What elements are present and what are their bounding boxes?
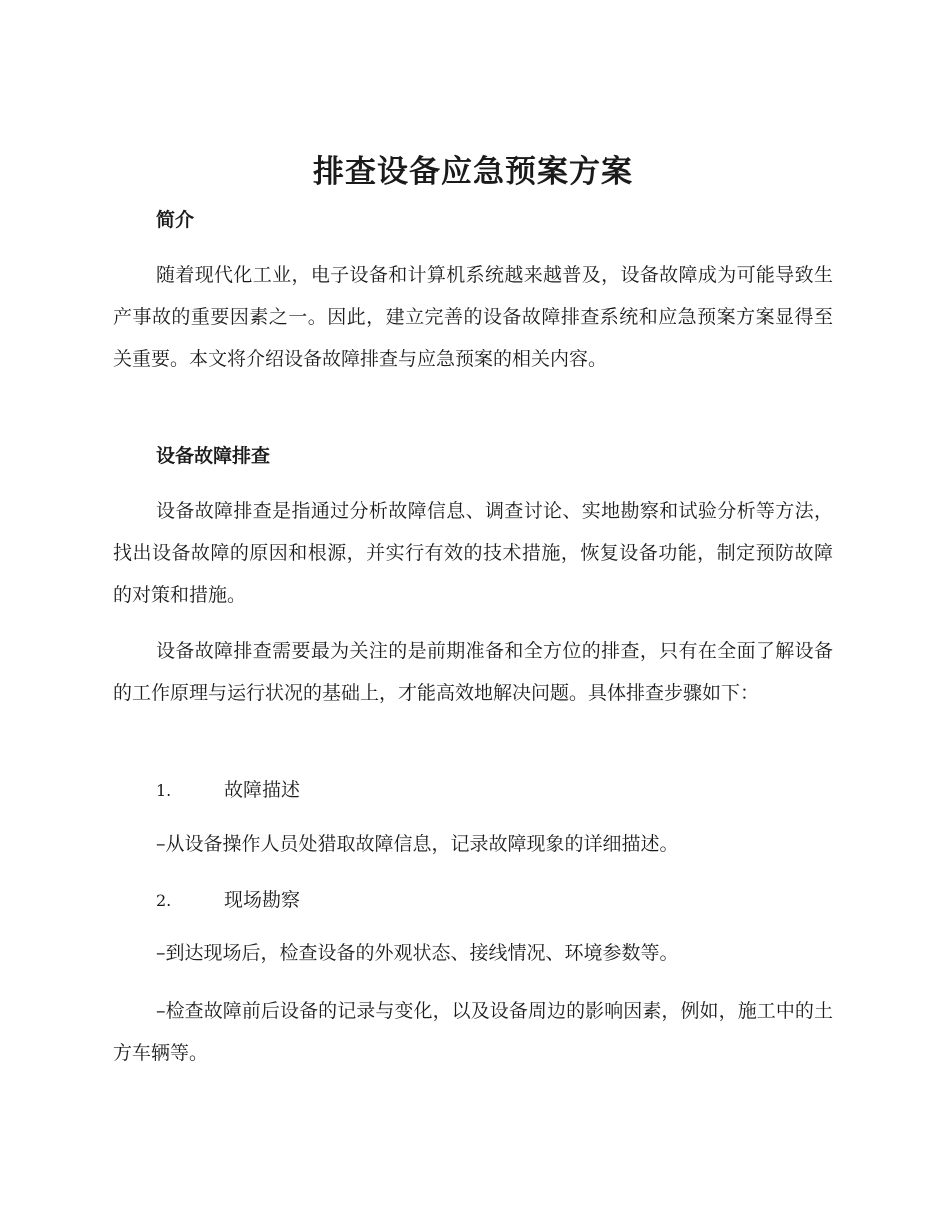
section-heading-intro: 简介 (156, 209, 195, 231)
step-number: 1. (156, 781, 172, 800)
troubleshooting-paragraph-2: 设备故障排查需要最为关注的是前期准备和全方位的排查，只有在全面了解设备的工作原理与运行状况的基础上，才能高效地解决问题。具体排查步骤如下： (113, 640, 833, 704)
document-title: 排查设备应急预案方案 (313, 154, 633, 190)
step-2-note-2: –检查故障前后设备的记录与变化，以及设备周边的影响因素，例如，施工中的土方车辆等。 (113, 1000, 833, 1064)
intro-paragraph: 随着现代化工业，电子设备和计算机系统越来越普及，设备故障成为可能导致生产事故的重要因素之一。因此，建立完善的设备故障排查系统和应急预案方案显得至关重要。本文将介绍设备故障排查与应急预案的相关内容。 (113, 264, 833, 370)
step-number: 2. (156, 891, 172, 910)
troubleshooting-paragraph-1: 设备故障排查是指通过分析故障信息、调查讨论、实地勘察和试验分析等方法，找出设备故障的原因和根源，并实行有效的技术措施，恢复设备功能，制定预防故障的对策和措施。 (113, 500, 833, 606)
step-item-2 (156, 886, 300, 915)
step-item-1 (156, 776, 300, 805)
step-1-note-1: –从设备操作人员处猎取故障信息，记录故障现象的详细描述。 (156, 833, 679, 855)
step-label: 故障描述 (224, 779, 301, 801)
step-2-note-1: –到达现场后，检查设备的外观状态、接线情况、环境参数等。 (156, 942, 679, 964)
step-label: 现场勘察 (224, 889, 301, 911)
section-heading-troubleshooting: 设备故障排查 (156, 445, 271, 467)
